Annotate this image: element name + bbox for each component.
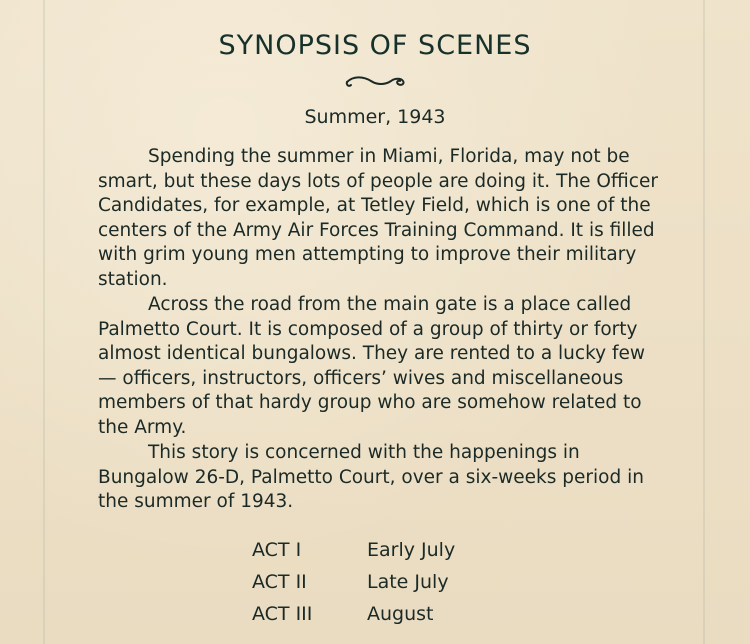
scroll-flourish-icon [343, 72, 407, 90]
acts-list [252, 534, 455, 630]
act-time: Early July [367, 539, 456, 561]
act-time: Late July [367, 571, 449, 593]
synopsis-paragraph-1: Spending the summer in Miami, Florida, may not be smart, but these days lots of people are doing it. The Officer Candidates, for example, at Tetley Field, which is one of the centers of the Army Air Forces Training Command. It is filled with grim young men attempting to improve their military station. [98, 146, 658, 290]
act-time: August [367, 603, 434, 625]
synopsis-paragraph-3: This story is concerned with the happenings in Bungalow 26-D, Palmetto Court, over a six-weeks period in the summer of 1943. [98, 442, 644, 512]
page-title: SYNOPSIS OF SCENES [218, 30, 532, 61]
act-label: ACT I [252, 539, 302, 561]
act-label: ACT II [252, 571, 307, 593]
act-row [252, 566, 455, 598]
setting-subtitle: Summer, 1943 [304, 106, 446, 128]
act-row [252, 534, 455, 566]
act-row [252, 598, 455, 630]
page-fold-right [703, 0, 705, 644]
page-fold-left [43, 0, 45, 644]
synopsis-paragraph-2: Across the road from the main gate is a place called Palmetto Court. It is composed of a group of thirty or forty almost identical bungalows. They are rented to a lucky few — officers, instructors, officers’ wives and miscellaneous members of that hardy group who are somehow related to the Army. [98, 294, 645, 438]
act-label: ACT III [252, 603, 313, 625]
